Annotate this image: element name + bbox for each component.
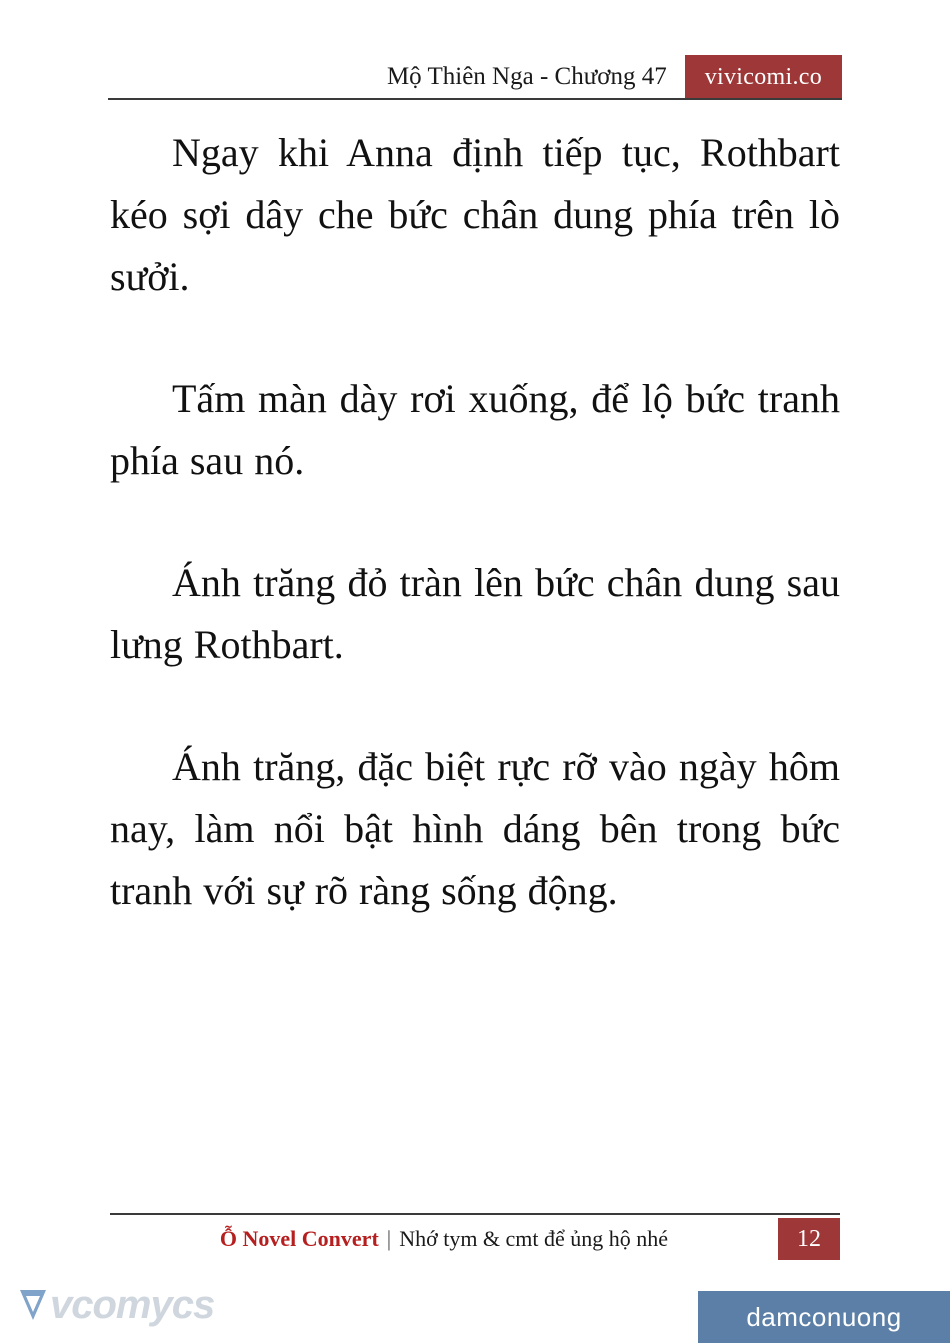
- page-header: [108, 55, 842, 99]
- footer-note: Nhớ tym & cmt để ủng hộ nhé: [399, 1226, 669, 1251]
- paragraph: Ánh trăng đỏ tràn lên bức chân dung sau lưng Rothbart.: [110, 560, 840, 667]
- paragraph: Ngay khi Anna định tiếp tục, Rothbart kéo sợi dây che bức chân dung phía trên lò sưởi.: [110, 130, 840, 299]
- paragraph: Tấm màn dày rơi xuống, để lộ bức tranh phía sau nó.: [110, 376, 840, 483]
- header-divider: [108, 98, 842, 100]
- site-badge: vivicomi.co: [685, 55, 842, 99]
- footer-divider: [110, 1213, 840, 1215]
- watermark-left-text: vcomycs: [50, 1283, 215, 1327]
- footer-credit: [110, 1218, 778, 1260]
- paragraph: Ánh trăng, đặc biệt rực rỡ vào ngày hôm nay, làm nổi bật hình dáng bên trong bức tranh với sự rõ ràng sống động.: [110, 744, 840, 913]
- footer-brand: Ỗ Novel Convert: [219, 1226, 379, 1251]
- vcomycs-logo-icon: [18, 1288, 48, 1322]
- footer-separator: |: [386, 1226, 392, 1251]
- watermark-left: [18, 1277, 215, 1333]
- page-number: 12: [778, 1218, 840, 1260]
- page-footer: [110, 1218, 840, 1260]
- watermark-right-text: damconuong: [746, 1301, 902, 1332]
- chapter-title: Mộ Thiên Nga - Chương 47: [386, 63, 667, 90]
- chapter-body: [110, 122, 840, 922]
- watermark-right: [698, 1291, 950, 1343]
